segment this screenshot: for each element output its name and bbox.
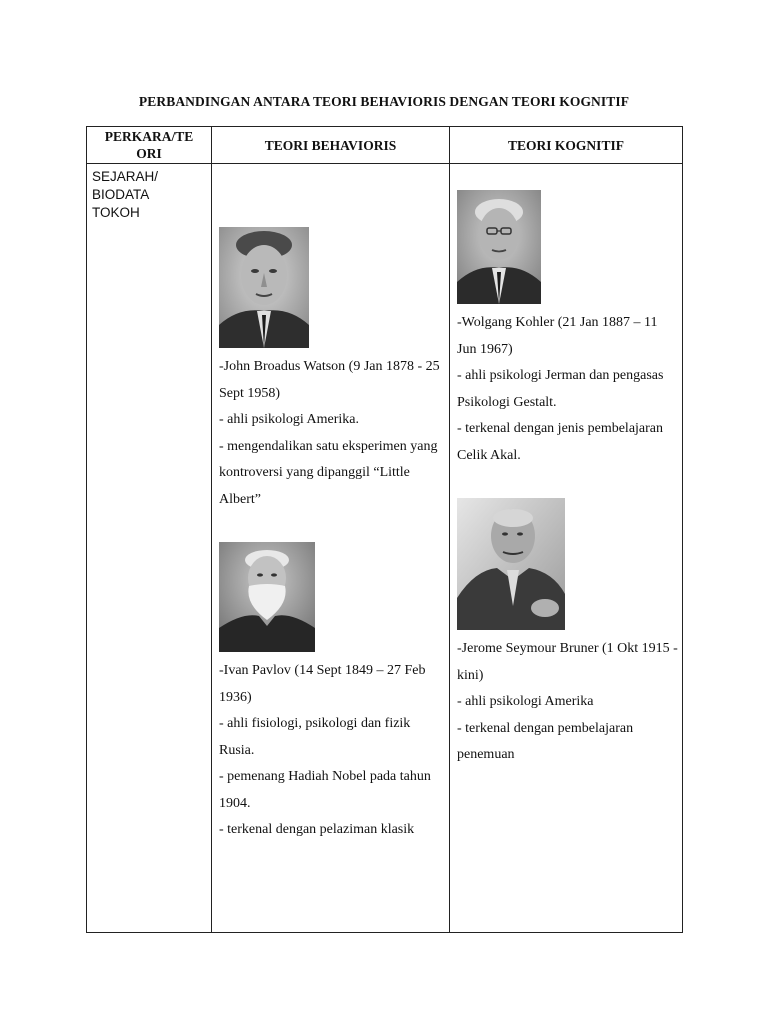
bio-watson — [219, 354, 445, 513]
person-entry-pavlov — [219, 542, 445, 844]
bio-line: - ahli psikologi Amerika — [457, 694, 594, 709]
header-row — [87, 127, 683, 164]
bio-line: - ahli fisiologi, psikologi dan fizik Rusia. — [219, 716, 411, 758]
header-perkara-line1: PERKARA/TE — [104, 129, 194, 144]
document-title: PERBANDINGAN ANTARA TEORI BEHAVIORIS DENGAN TEORI KOGNITIF — [138, 94, 630, 109]
bio-line: - mengendalikan satu eksperimen yang kontroversi yang dipanggil “Little Albert” — [219, 438, 438, 507]
bio-line: - terkenal dengan pelaziman klasik — [219, 822, 415, 837]
row-label-cell — [87, 164, 212, 933]
bio-bruner — [457, 636, 678, 769]
header-perkara — [87, 127, 212, 164]
behavioris-cell — [212, 164, 450, 933]
bio-kohler — [457, 310, 678, 469]
bio-line: -Wolgang Kohler (21 Jan 1887 – 11 Jun 1967) — [457, 315, 658, 357]
header-teori-behavioris: TEORI BEHAVIORIS — [212, 127, 450, 164]
kognitif-cell — [450, 164, 683, 933]
header-teori-kognitif: TEORI KOGNITIF — [450, 127, 683, 164]
portrait-photo-pavlov — [219, 542, 315, 652]
bio-line: -John Broadus Watson (9 Jan 1878 - 25 Sept 1958) — [219, 359, 440, 401]
table-row — [87, 164, 683, 933]
person-entry-watson — [219, 227, 445, 513]
bio-line: - ahli psikologi Jerman dan pengasas Psikologi Gestalt. — [457, 368, 664, 410]
row-label — [87, 164, 211, 222]
bio-pavlov — [219, 658, 445, 844]
bio-line: - terkenal dengan pembelajaran penemuan — [457, 720, 634, 762]
row-label-line: TOKOH — [92, 205, 140, 220]
bio-line: - pemenang Hadiah Nobel pada tahun 1904. — [219, 769, 431, 811]
bio-line: -Jerome Seymour Bruner (1 Okt 1915 - kini) — [457, 641, 678, 683]
portrait-photo-kohler — [457, 190, 541, 304]
person-entry-kohler — [457, 190, 678, 469]
bio-line: - terkenal dengan jenis pembelajaran Celik Akal. — [457, 421, 664, 463]
row-label-line: SEJARAH/ — [92, 169, 159, 184]
bio-line: - ahli psikologi Amerika. — [219, 412, 359, 427]
comparison-table — [86, 126, 683, 933]
bio-line: -Ivan Pavlov (14 Sept 1849 – 27 Feb 1936) — [219, 663, 426, 705]
portrait-photo-bruner — [457, 498, 565, 630]
row-label-line: BIODATA — [92, 187, 150, 202]
person-entry-bruner — [457, 498, 678, 769]
portrait-photo-watson — [219, 227, 309, 348]
header-perkara-line2: ORI — [136, 146, 162, 161]
